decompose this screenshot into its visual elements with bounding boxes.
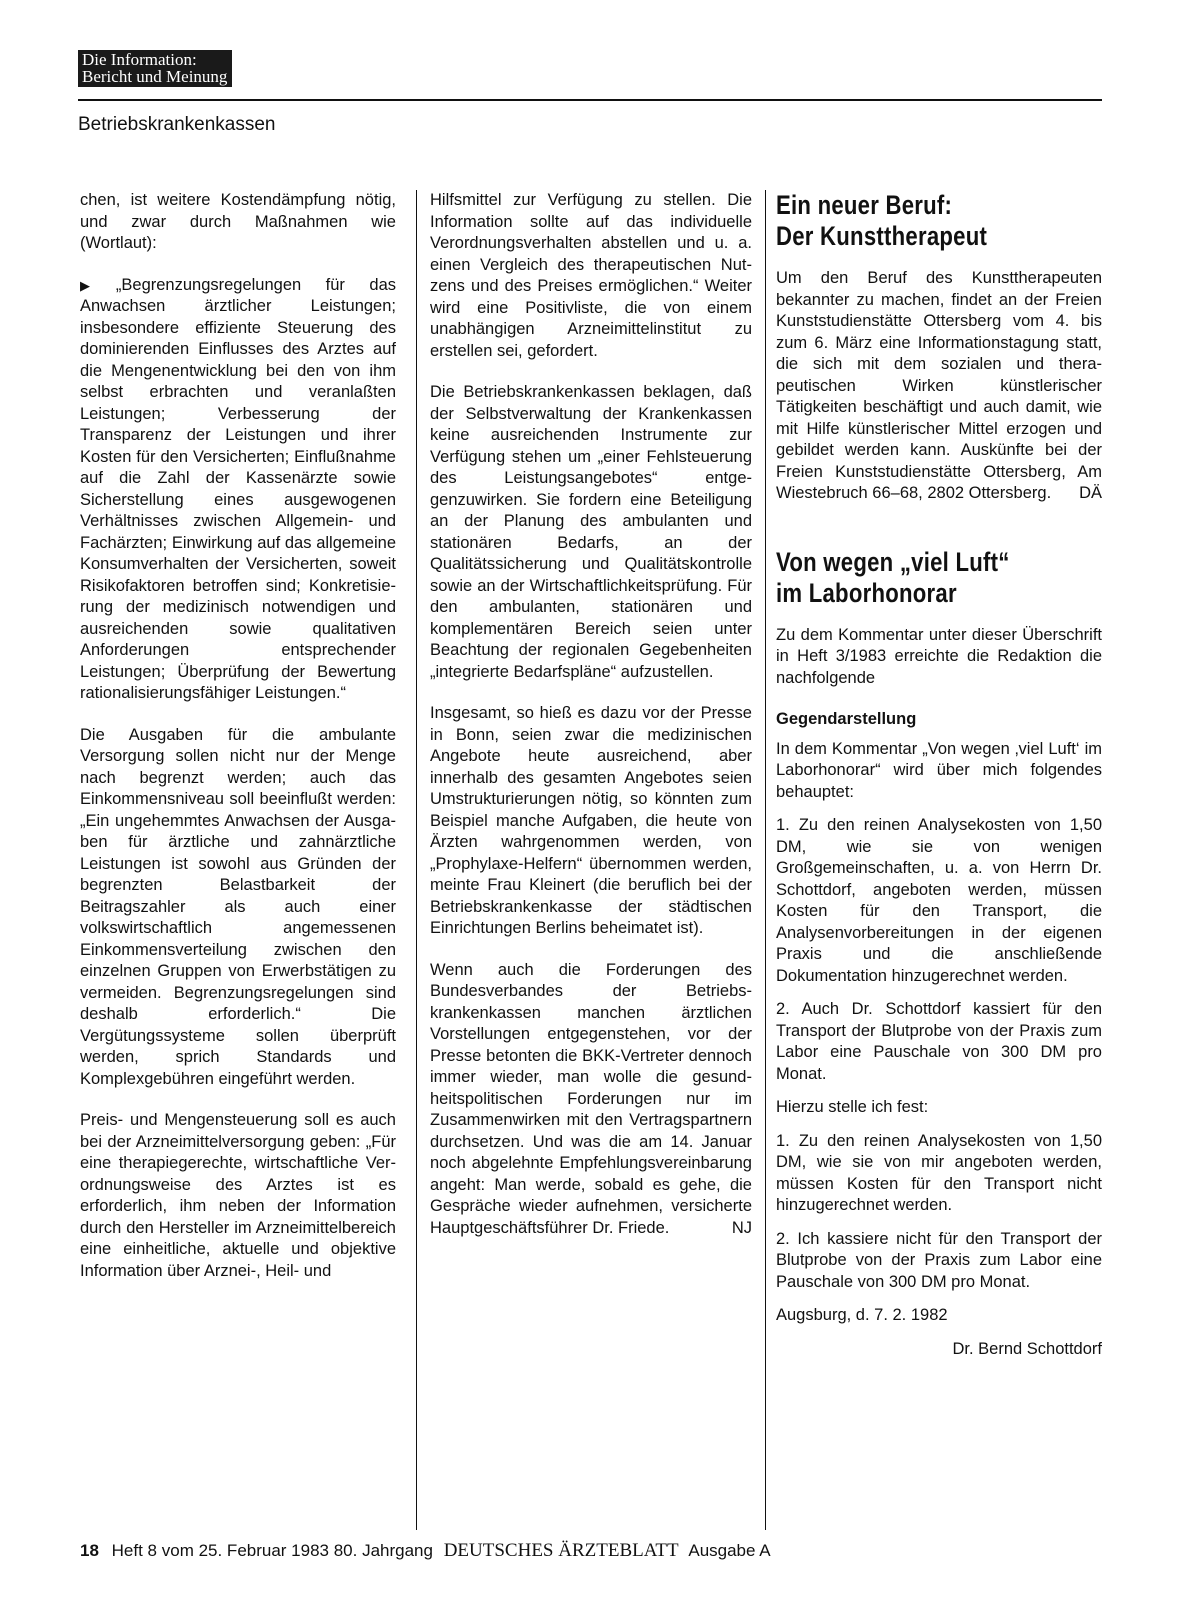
paragraph-text: Wenn auch die Forderungen des Bundesverbandes der Betriebskrankenkassen manchen ärztlichen Vorstellungen entgegenstehen, vor der Presse betonten die BKK-Vertreter dennoch immer wieder, man wolle die gesundheitspolitischen Forderungen nur im Zusammenwirken mit den Vertragspartnern durchsetzen. Und was die am 14. Januar noch abgelehnte Empfehlungsvereinbarung angeht: Man werde, sobald es gehe, die Gespräche wieder aufnehmen, versicherte Hauptgeschäftsführer Dr. Friede. (430, 960, 752, 1237)
paragraph: Hilfsmittel zur Verfügung zu stellen. Die Information sollte auf das individuelle Verordnungsverhalten abstellen und u. a. einen Vergleich des therapeutischen Nutzens und des Preises ermöglichen.“ Weiter wird eine Positivliste, die von einem unabhängigen Arzneimittelinstitut zu erstellen sei, gefordert. (430, 191, 752, 360)
author-initials: NJ (731, 1218, 752, 1237)
issue-info: Heft 8 vom 25. Februar 1983 80. Jahrgang (111, 1541, 433, 1560)
paragraph: Zu dem Kommentar unter dieser Überschrift in Heft 3/1983 erreichte die Redaktion die nachfolgende (776, 625, 1102, 687)
bullet-paragraph (80, 275, 396, 705)
column-3 (776, 190, 1102, 1360)
heading-line: Ein neuer Beruf: (776, 190, 953, 220)
paragraph-text: Um den Beruf des Kunsttherapeuten bekannter zu machen, findet an der Freien Kunststudienstätte Ottersberg vom 4. bis zum 6. März eine Informationstagung statt, die sich mit dem sozialen und therapeutischen Wirken künstlerischer Tätigkeiten beschäftigt und auch damit, wie mit Hilfe künstlerischer Mittel erzogen und gebildet werden kann. Auskünfte bei der Freien Kunststudienstätte Ottersberg, Am Wiestebruch 66–68, 2802 Ottersberg. (776, 269, 1102, 502)
place-date: Augsburg, d. 7. 2. 1982 (776, 1306, 948, 1324)
article-heading-kunsttherapeut (776, 190, 1097, 252)
paragraph: Insgesamt, so hieß es dazu vor der Presse in Bonn, seien zwar die medizinischen Angebote heute ausreichend, aber innerhalb des gesamten Angebotes seien Umstrukturierungen nötig, so könnten zum Beispiel manche Aufgaben, die heute von Ärzten wahrgenommen werden, von „Prophylaxe-Helfern“ übernommen werden, meinte Frau Kleinert (die beruflich bei der Betriebskrankenkasse der städtischen Einrichtungen Berlins beheimatet ist). (430, 704, 752, 937)
section-rubric (78, 50, 232, 87)
heading-line: Der Kunsttherapeut (776, 221, 988, 251)
paragraph (776, 268, 1102, 505)
author-initials: DÄ (1079, 484, 1102, 502)
signature-name: Dr. Bernd Schottdorf (952, 1339, 1102, 1358)
column-divider-1 (416, 190, 417, 1530)
article-heading-laborhonorar (776, 547, 1097, 609)
paragraph (430, 960, 752, 1240)
paragraph: Preis- und Mengensteuerung soll es auch bei der Arzneimittelversorgung geben: „Für eine therapiegerechte, wirtschaftliche Verordnungsweise des Arztes ist es erforderlich, ihm neben der Information durch den Hersteller im Arzneimittelbereich eine einheitliche, aktuelle und objektive Information über Arznei-, Heil- und (80, 1111, 396, 1280)
paragraph: 1. Zu den reinen Analysekosten von 1,50 DM, wie sie von wenigen Großgemeinschaften, u. a. von Herrn Dr. Schottdorf, angeboten werden, müssen Kosten für den Transport, die Analysenvorbereitungen in der eigenen Praxis und die anschließende Dokumentation hinzugerechnet werden. (776, 816, 1102, 985)
paragraph: 2. Ich kassiere nicht für den Transport der Blutprobe von der Praxis zum Labor eine Pauschale von 300 DM pro Monat. (776, 1229, 1102, 1291)
rubric-line-2: Bericht und Meinung (82, 67, 228, 86)
paragraph: 1. Zu den reinen Analysekosten von 1,50 DM, wie sie von mir angeboten werden, müssen Kosten für den Transport nicht hinzugerechnet werden. (776, 1131, 1102, 1214)
paragraph: Die Betriebskrankenkassen beklagen, daß der Selbstverwaltung der Krankenkassen keine ausreichenden Instrumente zur Verfügung stehen um „einer Fehlsteuerung des Leistungsangebotes“ entgegenzuwirken. Sie fordern eine Beteiligung an der Planung des ambulanten und stationären Bedarfs, an der Qualitätssicherung und Qualitätskontrolle sowie an der Wirtschaftlichkeitsprüfung. Für den ambulanten, stationären und komplementären Bereich seien unter Beachtung der regionalen Gegebenheiten „integrierte Bedarfspläne“ aufzustellen. (430, 383, 752, 681)
paragraph: Die Ausgaben für die ambulante Versorgung sollen nicht nur der Menge nach begrenzt werden; auch das Einkommensniveau soll beeinflußt werden: „Ein ungehemmtes Anwachsen der Ausgaben für ärztliche und zahnärztliche Leistungen ist sowohl aus Gründen der begrenzten Belastbarkeit der Beitragszahler als auch einer volkswirtschaftlich angemessenen Einkommensverteilung zwischen den einzelnen Gruppen von Erwerbstätigen zu vermeiden. Begrenzungsregelungen sind deshalb erforderlich.“ Die Vergütungssysteme sollen überprüft werden, sprich Standards und Komplexgebühren eingeführt werden. (80, 725, 396, 1088)
section-label: Betriebskrankenkassen (78, 114, 276, 135)
subheading: Gegendarstellung (776, 710, 917, 728)
journal-name: DEUTSCHES ÄRZTEBLATT (443, 1540, 679, 1561)
paragraph: chen, ist weitere Kostendämpfung nötig, und zwar durch Maßnahmen wie (Wortlaut): (80, 191, 396, 252)
paragraph: 2. Auch Dr. Schottdorf kassiert für den Transport der Blutprobe von der Praxis zum Labor eine Pauschale von 300 DM pro Monat. (776, 1000, 1102, 1083)
paragraph: In dem Kommentar „Von wegen ‚viel Luft‘ im Laborhonorar“ wird über mich folgendes behauptet: (776, 739, 1102, 801)
column-1 (80, 190, 396, 1282)
heading-line: Von wegen „viel Luft“ (776, 546, 1010, 577)
heading-line: im Laborhonorar (776, 577, 957, 608)
page-number: 18 (80, 1541, 99, 1560)
header-rule (78, 99, 1102, 101)
edition: Ausgabe A (688, 1541, 771, 1560)
column-2 (430, 190, 752, 1239)
bullet-text: „Begrenzungsregelungen für das Anwachsen ärztlicher Leistungen; insbesondere effiziente Steuerung des dominierenden Einflusses des Arztes auf die Mengenentwicklung bei den von ihm selbst erbrachten und veranlaßten Leistungen; Verbesserung der Transparenz der Leistungen und ihrer Kosten für den Versicherten; Einflußnahme auf die Zahl der Kassenärzte sowie Sicherstellung eines ausgewogenen Verhältnisses zwischen Allgemein- und Fachärzten; Einwirkung auf das allgemeine Konsumverhalten der Versicherten, soweit Risikofaktoren betroffen sind; Konkretisierung der medizinisch notwendigen und ausreichenden sowie qualitativen Anforderungen entsprechender Leistungen; Überprüfung der Bewertung rationalisierungsfähiger Leistungen.“ (80, 275, 396, 702)
paragraph: Hierzu stelle ich fest: (776, 1098, 929, 1116)
page-footer (80, 1540, 771, 1562)
column-divider-2 (765, 190, 766, 1530)
rubric-line-1: Die Information: (82, 50, 197, 69)
